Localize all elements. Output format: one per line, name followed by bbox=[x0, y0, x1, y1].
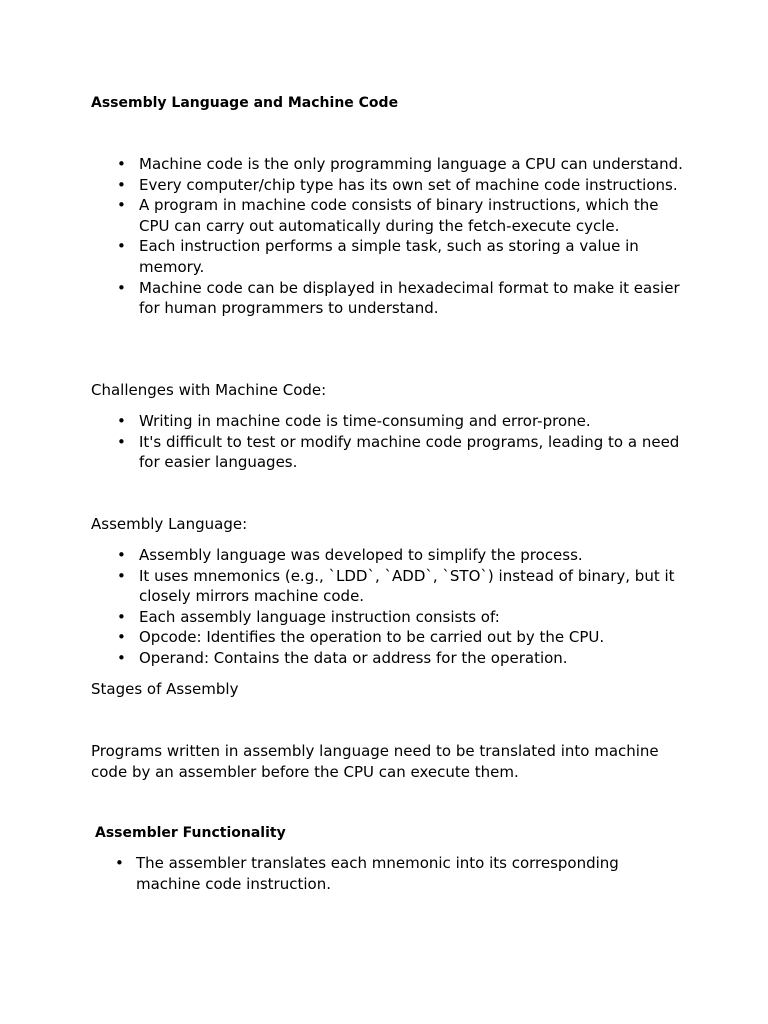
bullet-icon: • bbox=[115, 854, 124, 872]
functionality-heading: Assembler Functionality bbox=[95, 825, 286, 841]
bullet-icon: • bbox=[117, 607, 126, 626]
stages-paragraph: Programs written in assembly language need to be translated into machine code by an assembler before the CPU can execute them. bbox=[91, 742, 659, 781]
list-item: • A program in machine code consists of binary instructions, which the CPU can carry out automatically during the fetch-execute cycle. bbox=[117, 196, 659, 235]
list-item: • Writing in machine code is time-consuming and error-prone. bbox=[117, 412, 591, 430]
bullet-icon: • bbox=[117, 237, 126, 256]
list-item: • Every computer/chip type has its own set of machine code instructions. bbox=[117, 175, 678, 194]
intro-bullet-list bbox=[0, 154, 700, 319]
list-item: • It uses mnemonics (e.g., `LDD`, `ADD`, `STO`) instead of binary, but it closely mirrors machine code. bbox=[117, 566, 675, 606]
challenges-bullet-list bbox=[0, 411, 700, 473]
list-item: • Each instruction performs a simple task, such as storing a value in memory. bbox=[117, 237, 639, 276]
bullet-icon: • bbox=[117, 566, 126, 585]
list-item: • The assembler translates each mnemonic into its corresponding machine code instruction. bbox=[115, 854, 619, 893]
bullet-icon: • bbox=[117, 155, 126, 173]
stages-heading: Stages of Assembly bbox=[91, 680, 239, 698]
list-item: • Machine code is the only programming language a CPU can understand. bbox=[117, 155, 683, 173]
bullet-icon: • bbox=[117, 648, 126, 667]
assembly-heading: Assembly Language: bbox=[91, 515, 248, 533]
bullet-icon: • bbox=[117, 546, 126, 564]
challenges-heading: Challenges with Machine Code: bbox=[91, 381, 327, 399]
bullet-icon: • bbox=[117, 432, 126, 451]
functionality-bullet-list bbox=[0, 853, 700, 894]
list-item: • It's difficult to test or modify machine code programs, leading to a need for easier languages. bbox=[117, 432, 680, 472]
document-title: Assembly Language and Machine Code bbox=[91, 95, 399, 111]
bullet-icon: • bbox=[117, 412, 126, 430]
bullet-icon: • bbox=[117, 196, 126, 215]
bullet-icon: • bbox=[117, 278, 126, 297]
list-item: • Machine code can be displayed in hexadecimal format to make it easier for human programmers to understand. bbox=[117, 278, 680, 318]
list-item: • Operand: Contains the data or address for the operation. bbox=[117, 648, 568, 667]
list-item: • Each assembly language instruction consists of: bbox=[117, 607, 500, 626]
list-item: • Opcode: Identifies the operation to be carried out by the CPU. bbox=[117, 628, 605, 647]
bullet-icon: • bbox=[117, 628, 126, 647]
list-item: • Assembly language was developed to simplify the process. bbox=[117, 546, 583, 564]
assembly-bullet-list bbox=[0, 545, 700, 669]
bullet-icon: • bbox=[117, 175, 126, 194]
